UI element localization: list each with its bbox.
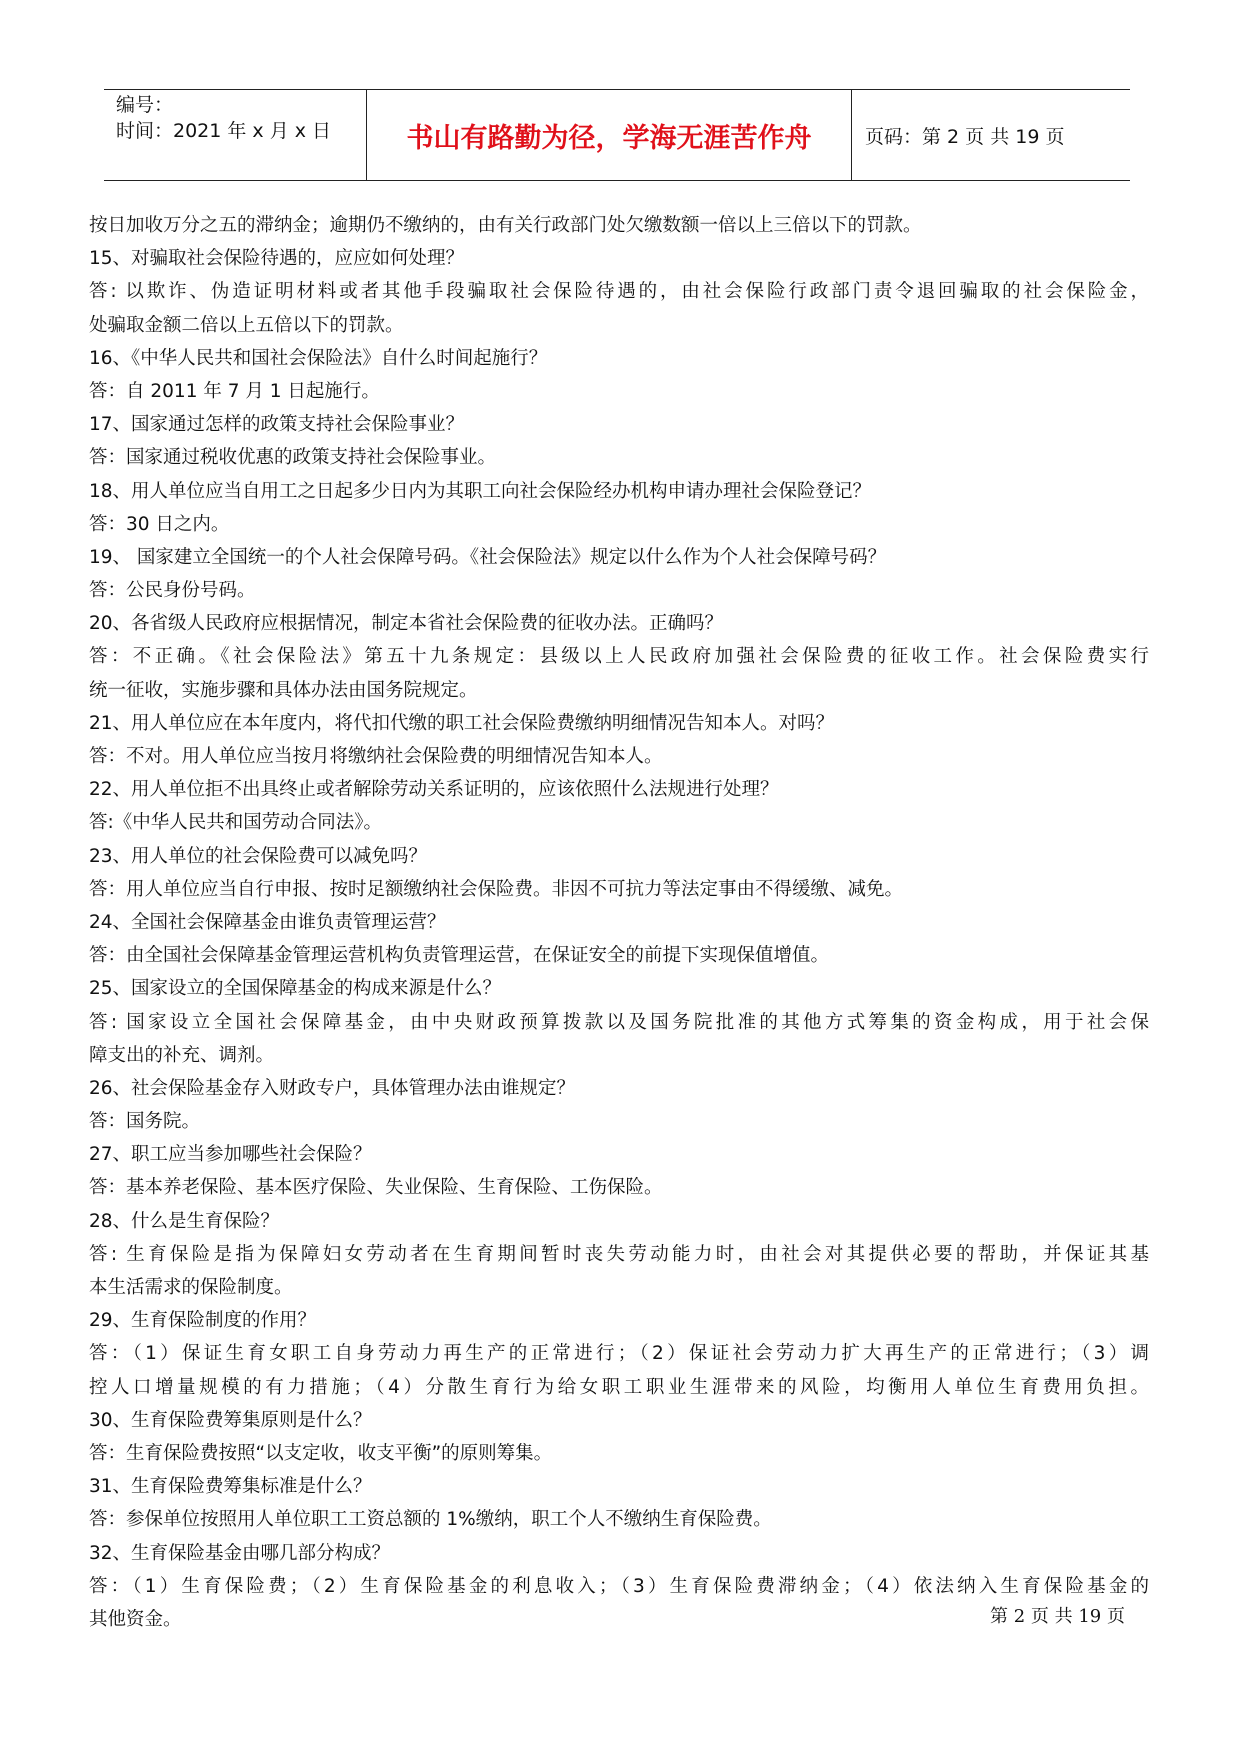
document-body xyxy=(89,209,1149,1636)
document-number: 编号： xyxy=(116,94,174,116)
text-line: 32、生育保险基金由哪几部分构成？ xyxy=(89,1542,391,1564)
text-line: 控人口增量规模的有力措施；（4）分散生育行为给女职工职业生涯带来的风险，均衡用人单位生育费用负担。 xyxy=(89,1376,1149,1398)
text-line: 答: 国家设立全国社会保障基金，由中央财政预算拨款以及国务院批准的其他方式筹集的资金构成，用于社会保 xyxy=(89,1011,1149,1033)
text-line: 本生活需求的保险制度。 xyxy=(89,1277,293,1298)
text-line: 其他资金。 xyxy=(89,1608,182,1630)
text-line: 答:《中华人民共和国劳动合同法》。 xyxy=(89,812,382,834)
text-line: 答：30 日之内。 xyxy=(89,513,230,535)
text-line: 统一征收，实施步骤和具体办法由国务院规定。 xyxy=(89,679,478,701)
page-header xyxy=(104,89,1130,181)
text-line: 22、用人单位拒不出具终止或者解除劳动关系证明的，应该依照什么法规进行处理？ xyxy=(89,779,779,801)
text-line: 15、对骗取社会保险待遇的，应应如何处理？ xyxy=(89,248,465,270)
text-line: 答：不对。用人单位应当按月将缴纳社会保险费的明细情况告知本人。 xyxy=(89,746,663,767)
text-line: 23、用人单位的社会保险费可以减免吗？ xyxy=(89,845,428,867)
text-line: 21、用人单位应在本年度内，将代扣代缴的职工社会保险费缴纳明细情况告知本人。对吗？ xyxy=(89,712,835,734)
text-line: 答：公民身份号码。 xyxy=(89,580,256,602)
text-line: 答：自 2011 年 7 月 1 日起施行。 xyxy=(89,380,380,402)
text-line: 28、什么是生育保险？ xyxy=(89,1210,280,1232)
text-line: 答: 生育保险是指为保障妇女劳动者在生育期间暂时丧失劳动能力时，由社会对其提供必要的帮助，并保证其基 xyxy=(89,1243,1149,1265)
text-line: 答：用人单位应当自行申报、按时足额缴纳社会保险费。非因不可抗力等法定事由不得缓缴、减免。 xyxy=(89,878,904,900)
text-line: 27、职工应当参加哪些社会保险？ xyxy=(89,1144,372,1166)
text-line: 26、社会保险基金存入财政专户，具体管理办法由谁规定？ xyxy=(89,1077,576,1099)
header-motto: 书山有路勤为径，学海无涯苦作舟 xyxy=(366,90,852,180)
text-line: 答：基本养老保险、基本医疗保险、失业保险、生育保险、工伤保险。 xyxy=(89,1177,663,1199)
text-line: 19、 国家建立全国统一的个人社会保障号码。《社会保险法》规定以什么作为个人社会保障号码？ xyxy=(89,546,887,568)
text-line: 20、各省级人民政府应根据情况，制定本省社会保险费的征收办法。正确吗？ xyxy=(89,613,724,635)
text-line: 答：（1）生育保险费；（2）生育保险基金的利息收入；（3）生育保险费滞纳金；（4）依法纳入生育保险基金的 xyxy=(89,1575,1149,1597)
text-line: 答: 以欺诈、伪造证明材料或者其他手段骗取社会保险待遇的，由社会保险行政部门责令退回骗取的社会保险金， xyxy=(89,281,1149,303)
page-footer: 第 2 页 共 19 页 xyxy=(990,1606,1125,1627)
text-line: 答：生育保险费按照“以支定收，收支平衡”的原则筹集。 xyxy=(89,1442,553,1464)
document-time: 时间：2021 年 x 月 x 日 xyxy=(116,120,332,142)
text-line: 答：（1）保证生育女职工自身劳动力再生产的正常进行；（2）保证社会劳动力扩大再生产的正常进行；（3）调 xyxy=(89,1343,1149,1365)
text-line: 31、生育保险费筹集标准是什么？ xyxy=(89,1476,372,1498)
text-line: 答：由全国社会保障基金管理运营机构负责管理运营，在保证安全的前提下实现保值增值。 xyxy=(89,945,830,967)
text-line: 25、国家设立的全国保障基金的构成来源是什么？ xyxy=(89,978,502,1000)
text-line: 处骗取金额二倍以上五倍以下的罚款。 xyxy=(89,314,404,336)
header-page-number: 页码：第 2 页 共 19 页 xyxy=(865,125,1065,148)
text-line: 29、生育保险制度的作用？ xyxy=(89,1310,317,1332)
text-line: 按日加收万分之五的滞纳金；逾期仍不缴纳的，由有关行政部门处欠缴数额一倍以上三倍以下的罚款。 xyxy=(89,215,922,236)
text-line: 17、国家通过怎样的政策支持社会保险事业？ xyxy=(89,414,465,436)
text-line: 24、全国社会保障基金由谁负责管理运营？ xyxy=(89,911,446,933)
header-meta xyxy=(104,90,366,180)
text-line: 答：国家通过税收优惠的政策支持社会保险事业。 xyxy=(89,447,497,469)
text-line: 答：参保单位按照用人单位职工工资总额的 1%缴纳，职工个人不缴纳生育保险费。 xyxy=(89,1509,772,1531)
text-line: 答：国务院。 xyxy=(89,1111,201,1133)
text-line: 18、用人单位应当自用工之日起多少日内为其职工向社会保险经办机构申请办理社会保险登记？ xyxy=(89,480,872,502)
text-line: 16、《中华人民共和国社会保险法》自什么时间起施行？ xyxy=(89,347,548,369)
text-line: 30、生育保险费筹集原则是什么？ xyxy=(89,1409,372,1431)
text-line: 答：不正确。《社会保险法》第五十九条规定：县级以上人民政府加强社会保险费的征收工作。社会保险费实行 xyxy=(89,646,1149,668)
text-line: 障支出的补充、调剂。 xyxy=(89,1044,275,1066)
